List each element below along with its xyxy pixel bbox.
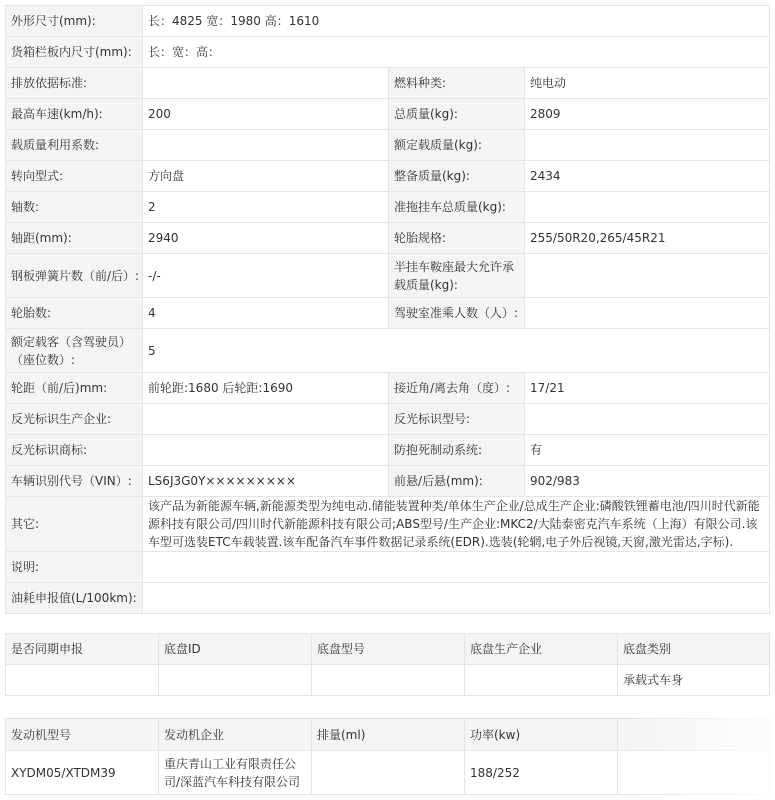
table-cell [312,751,465,795]
param-label: 轮胎规格: [389,223,525,254]
param-value: 前轮距:1680 后轮距:1690 [143,373,389,404]
param-value: 17/21 [525,373,770,404]
param-row [6,298,770,329]
header-cell: 是否同期申报 [6,634,159,665]
param-label: 额定载客（含驾驶员）（座位数）: [6,329,143,373]
param-row [6,552,770,583]
param-value: 长：4825 宽：1980 高：1610 [143,6,770,37]
engine-header-row [6,719,770,751]
param-label: 接近角/离去角（度）: [389,373,525,404]
param-label: 反光标识生产企业: [6,404,143,435]
header-cell [618,719,770,751]
engine-data-row [6,751,770,795]
param-label: 货箱栏板内尺寸(mm): [6,37,143,68]
param-value: 该产品为新能源车辆,新能源类型为纯电动.储能装置种类/单体生产企业/总成生产企业:磷酸铁锂蓄电池/四川时代新能源科技有限公司/四川时代新能源科技有限公司;ABS型号/生产企业:MKC2/大陆泰密克汽车系统（上海）有限公司.该车型可选装ETC车载装置.该车配备汽车事件数据记录系统(EDR).选装(轮辋,电子外后视镜,天窗,激光雷达,字标). [143,497,770,552]
header-cell: 底盘ID [159,634,312,665]
param-label: 总质量(kg): [389,99,525,130]
param-label: 载质量利用系数: [6,130,143,161]
param-row [6,329,770,373]
param-row [6,192,770,223]
param-label: 半挂车鞍座最大允许承载质量(kg): [389,254,525,298]
param-value: 902/983 [525,466,770,497]
param-value [525,254,770,298]
param-row [6,6,770,37]
param-value: 2 [143,192,389,223]
param-value [525,130,770,161]
param-value [525,298,770,329]
param-row [6,223,770,254]
header-cell: 底盘型号 [312,634,465,665]
table-cell [6,665,159,696]
header-cell: 功率(kw) [465,719,618,751]
param-value: 200 [143,99,389,130]
param-row [6,497,770,552]
param-label: 轮距（前/后)mm: [6,373,143,404]
param-value: 方向盘 [143,161,389,192]
param-value: 长：宽：高： [143,37,770,68]
param-label: 前悬/后悬(mm): [389,466,525,497]
param-value: 有 [525,435,770,466]
param-label: 反光标识型号: [389,404,525,435]
param-value: 纯电动 [525,68,770,99]
param-label: 燃料种类: [389,68,525,99]
param-value: 2809 [525,99,770,130]
header-cell: 底盘类别 [618,634,770,665]
param-row [6,466,770,497]
param-value: -/- [143,254,389,298]
header-cell: 排量(ml) [312,719,465,751]
param-row [6,37,770,68]
table-cell [465,665,618,696]
param-value [525,192,770,223]
param-label: 其它: [6,497,143,552]
param-value: LS6J3G0Y××××××××× [143,466,389,497]
param-row [6,68,770,99]
param-row [6,161,770,192]
param-row [6,99,770,130]
param-label: 钢板弹簧片数（前/后）: [6,254,143,298]
param-label: 油耗申报值(L/100km): [6,583,143,614]
table-cell: 重庆青山工业有限责任公司/深蓝汽车科技有限公司 [159,751,312,795]
param-value [143,552,770,583]
param-label: 整备质量(kg): [389,161,525,192]
param-label: 最高车速(km/h): [6,99,143,130]
param-label: 反光标识商标: [6,435,143,466]
param-row [6,373,770,404]
param-label: 车辆识别代号（VIN）: [6,466,143,497]
param-value [143,404,389,435]
param-label: 说明: [6,552,143,583]
param-value [143,583,770,614]
param-label: 排放依据标准: [6,68,143,99]
table-cell: XYDM05/XTDM39 [6,751,159,795]
param-row [6,130,770,161]
param-value: 2940 [143,223,389,254]
param-value: 4 [143,298,389,329]
param-row [6,583,770,614]
param-label: 转向型式: [6,161,143,192]
table-cell [618,751,770,795]
engine-table [5,718,770,795]
param-label: 外形尺寸(mm): [6,6,143,37]
param-value: 5 [143,329,770,373]
param-label: 轴数: [6,192,143,223]
param-label: 驾驶室准乘人数（人）: [389,298,525,329]
vehicle-parameters-table [5,5,770,614]
param-value [143,68,389,99]
header-cell: 底盘生产企业 [465,634,618,665]
param-value: 255/50R20,265/45R21 [525,223,770,254]
header-cell: 发动机型号 [6,719,159,751]
param-value [525,404,770,435]
param-label: 轴距(mm): [6,223,143,254]
param-label: 防抱死制动系统: [389,435,525,466]
param-value [143,435,389,466]
param-label: 准拖挂车总质量(kg): [389,192,525,223]
param-value [143,130,389,161]
table-cell: 188/252 [465,751,618,795]
param-label: 额定载质量(kg): [389,130,525,161]
header-cell: 发动机企业 [159,719,312,751]
table-cell [312,665,465,696]
table-cell [159,665,312,696]
param-label: 轮胎数: [6,298,143,329]
param-value: 2434 [525,161,770,192]
table-cell: 承载式车身 [618,665,770,696]
chassis-data-row [6,665,770,696]
param-row [6,404,770,435]
param-row [6,435,770,466]
param-row [6,254,770,298]
chassis-table [5,633,770,696]
chassis-header-row [6,634,770,665]
